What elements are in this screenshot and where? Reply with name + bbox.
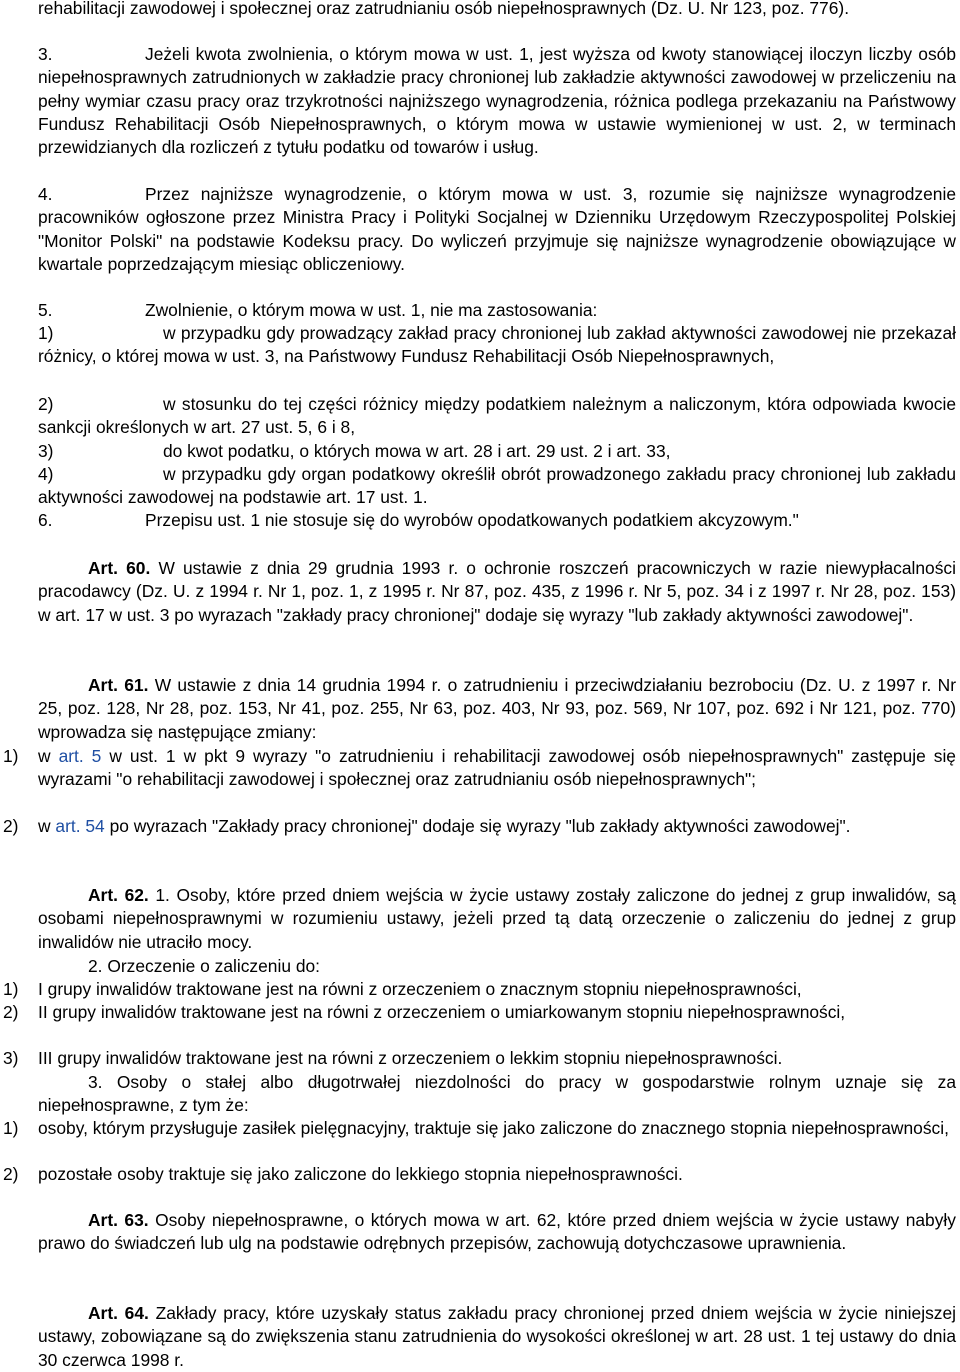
article-link[interactable]: art. 5 xyxy=(58,746,102,766)
article-label: Art. 61. xyxy=(88,675,149,695)
article-label: Art. 60. xyxy=(88,558,151,578)
paragraph-continuation: rehabilitacji zawodowej i społecznej oraz zatrudnianiu osób niepełnosprawnych (Dz. U. Nr 123, poz. 776). xyxy=(38,0,850,18)
list-prefix: w xyxy=(38,816,51,836)
list-item xyxy=(0,745,956,815)
list-item xyxy=(0,815,956,862)
paragraph-text: Przepisu ust. 1 nie stosuje się do wyrobów opodatkowanych podatkiem akcyzowym." xyxy=(145,510,799,530)
list-item xyxy=(38,393,956,440)
list-item xyxy=(38,440,956,463)
list-item xyxy=(38,463,956,510)
list-body: po wyrazach "Zakłady pracy chronionej" dodaje się wyrazy "lub zakłady aktywności zawodowej". xyxy=(109,816,851,836)
list-number: 2) xyxy=(3,816,19,836)
list-number: 2) xyxy=(3,1164,19,1184)
article-62-ust-2: 2. Orzeczenie o zaliczeniu do: xyxy=(88,956,320,976)
list-text: pozostałe osoby traktuje się jako zaliczone do lekkiego stopnia niepełnosprawności. xyxy=(38,1164,683,1184)
paragraph-number: 3. xyxy=(38,44,53,64)
article-62-ust-3: 3. Osoby o stałej albo długotrwałej niezdolności do pracy w gospodarstwie rolnym uznaje się za niepełnosprawne, z tym że: xyxy=(38,1072,956,1116)
paragraph-ust-5 xyxy=(38,299,956,322)
list-item xyxy=(0,978,956,1001)
list-number: 1) xyxy=(3,746,19,766)
article-label: Art. 64. xyxy=(88,1303,149,1323)
article-63 xyxy=(38,1209,956,1256)
article-text: Osoby niepełnosprawne, o których mowa w art. 62, które przed dniem wejścia w życie ustawy nabyły prawo do świadczeń lub ulg na podstawie odrębnych przepisów, zachowują dotychczasowe uprawnienia. xyxy=(38,1210,956,1254)
paragraph-ust-4 xyxy=(38,183,956,276)
article-62 xyxy=(38,884,956,954)
list-number: 1) xyxy=(3,979,19,999)
list-text: I grupy inwalidów traktowane jest na równi z orzeczeniem o znacznym stopniu niepełnosprawności, xyxy=(38,979,802,999)
article-text: W ustawie z dnia 14 grudnia 1994 r. o zatrudnieniu i przeciwdziałaniu bezrobociu (Dz. U. z 1997 r. Nr 25, poz. 128, Nr 28, poz. 153, Nr 41, poz. 255, Nr 63, poz. 403, Nr 93, poz. 569, Nr 107, poz. 692 i Nr 121, poz. 770) wprowadza się następujące zmiany: xyxy=(38,675,956,742)
list-text: w stosunku do tej części różnicy między podatkiem należnym a naliczonym, która odpowiada kwocie sankcji określonych w art. 27 ust. 5, 6 i 8, xyxy=(38,394,956,438)
article-text: Zakłady pracy, które uzyskały status zakładu pracy chronionej przed dniem wejścia w życie niniejszej ustawy, zobowiązane są do zwiększenia stanu zatrudnienia do wysokości określonej w art. 28 ust. 1 tej ustawy do dnia 30 czerwca 1998 r. xyxy=(38,1303,956,1370)
list-text xyxy=(38,745,956,792)
paragraph-number: 4. xyxy=(38,184,53,204)
list-text: II grupy inwalidów traktowane jest na równi z orzeczeniem o umiarkowanym stopniu niepełnosprawności, xyxy=(38,1002,846,1022)
paragraph-text: Zwolnienie, o którym mowa w ust. 1, nie ma zastosowania: xyxy=(145,300,598,320)
paragraph-text: Przez najniższe wynagrodzenie, o którym mowa w ust. 3, rozumie się najniższe wynagrodzenie pracowników ogłoszone przez Ministra Pracy i Polityki Socjalnej w Dzienniku Urzędowym Rzeczypospolitej Polskiej "Monitor Polski" na podstawie Kodeksu pracy. Do wyliczeń przyjmuje się najniższe wynagrodzenie obowiązujące w kwartale poprzedzającym miesiąc obliczeniowy. xyxy=(38,184,956,274)
list-number: 2) xyxy=(3,1002,19,1022)
article-60 xyxy=(38,557,956,627)
list-number: 2) xyxy=(38,394,54,414)
article-61 xyxy=(38,674,956,744)
article-text: W ustawie z dnia 29 grudnia 1993 r. o ochronie roszczeń pracowniczych w razie niewypłacalności pracodawcy (Dz. U. z 1994 r. Nr 1, poz. 1, z 1995 r. Nr 87, poz. 435, z 1996 r. Nr 5, poz. 34 i z 1997 r. Nr 28, poz. 153) w art. 17 w ust. 3 po wyrazach "zakłady pracy chronionej" dodaje się wyrazy "lub zakłady aktywności zawodowej". xyxy=(38,558,956,625)
paragraph-ust-6 xyxy=(38,509,956,532)
list-text: osoby, którym przysługuje zasiłek pielęgnacyjny, traktuje się jako zaliczone do znacznego stopnia niepełnosprawności, xyxy=(38,1118,949,1138)
paragraph-number: 6. xyxy=(38,510,53,530)
list-item xyxy=(0,1047,956,1070)
list-item xyxy=(0,1163,956,1186)
paragraph-number: 5. xyxy=(38,300,53,320)
list-item xyxy=(38,322,956,369)
article-text: 1. Osoby, które przed dniem wejścia w życie ustawy zostały zaliczone do jednej z grup inwalidów, są osobami niepełnosprawnymi w rozumieniu ustawy, jeżeli przed tą datą orzeczenie o zaliczeniu do jednej z grup inwalidów nie utraciło mocy. xyxy=(38,885,956,952)
list-item xyxy=(0,1001,956,1048)
list-number: 1) xyxy=(38,323,54,343)
list-number: 3) xyxy=(38,441,54,461)
list-number: 3) xyxy=(3,1048,19,1068)
article-64 xyxy=(38,1302,956,1372)
list-text: w przypadku gdy prowadzący zakład pracy chronionej lub zakład aktywności zawodowej nie przekazał różnicy, o której mowa w ust. 3, na Państwowy Fundusz Rehabilitacji Osób Niepełnosprawnych, xyxy=(38,323,956,367)
paragraph-ust-3 xyxy=(38,43,956,159)
list-text: w przypadku gdy organ podatkowy określił obrót prowadzonego zakładu pracy chronionej lub zakładu aktywności zawodowej na podstawie art. 17 ust. 1. xyxy=(38,464,956,508)
list-number: 1) xyxy=(3,1118,19,1138)
list-body: w ust. 1 w pkt 9 wyrazy "o zatrudnieniu i rehabilitacji zawodowej osób niepełnosprawnych" zastępuje się wyrazami "o rehabilitacji zawodowej i społecznej oraz zatrudnianiu osób niepełnosprawnych"; xyxy=(38,746,956,790)
list-text: III grupy inwalidów traktowane jest na równi z orzeczeniem o lekkim stopniu niepełnosprawności. xyxy=(38,1048,783,1068)
list-item xyxy=(0,1117,956,1164)
list-prefix: w xyxy=(38,746,51,766)
list-text: do kwot podatku, o których mowa w art. 28 i art. 29 ust. 2 i art. 33, xyxy=(163,441,671,461)
list-number: 4) xyxy=(38,464,54,484)
article-label: Art. 63. xyxy=(88,1210,149,1230)
list-text xyxy=(38,815,956,838)
article-link[interactable]: art. 54 xyxy=(55,816,105,836)
paragraph-text: Jeżeli kwota zwolnienia, o którym mowa w ust. 1, jest wyższa od kwoty stanowiącej iloczyn liczby osób niepełnosprawnych zatrudnionych w zakładzie pracy chronionej lub zakładzie aktywności zawodowej w przeliczeniu na pełny wymiar czasu pracy oraz trzykrotności najniższego wynagrodzenia, różnica podlega przekazaniu na Państwowy Fundusz Rehabilitacji Osób Niepełnosprawnych, o którym mowa w ustawie wymienionej w ust. 2, w terminach przewidzianych dla rozliczeń z tytułu podatku od towarów i usług. xyxy=(38,44,956,158)
article-label: Art. 62. xyxy=(88,885,149,905)
